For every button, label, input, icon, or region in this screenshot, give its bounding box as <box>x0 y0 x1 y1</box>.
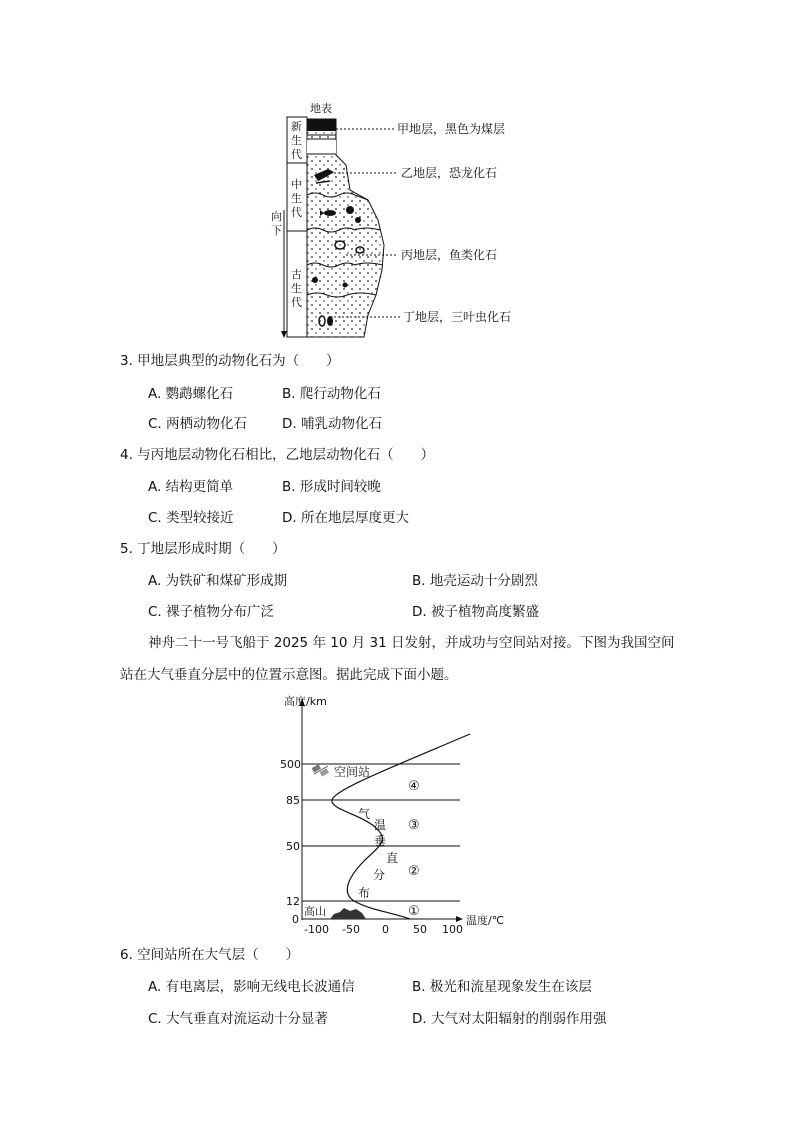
x-axis-label: 温度/℃ <box>466 914 505 927</box>
q5-option-b[interactable]: B. 地壳运动十分剧烈 <box>412 573 538 589</box>
q6-option-c[interactable]: C. 大气垂直对流运动十分显著 <box>148 1011 329 1027</box>
curve-label-fen: 分 <box>373 868 386 882</box>
q5-option-a[interactable]: A. 为铁矿和煤矿形成期 <box>148 573 288 589</box>
q6-option-b[interactable]: B. 极光和流星现象发生在该层 <box>412 979 592 995</box>
era-mesozoic: 中生代 <box>291 178 302 219</box>
q6-option-d[interactable]: D. 大气对太阳辐射的削弱作用强 <box>412 1011 607 1027</box>
q4-option-c[interactable]: C. 类型较接近 <box>148 510 234 526</box>
label-bing: 丙地层，鱼类化石 <box>401 248 498 262</box>
curve-label-chui: 垂 <box>374 834 387 848</box>
y-tick-85: 85 <box>286 794 300 807</box>
question-4-stem: 4. 与丙地层动物化石相比，乙地层动物化石（ ） <box>120 447 435 463</box>
y-tick-500: 500 <box>280 758 301 771</box>
atmosphere-figure <box>270 690 520 940</box>
q3-option-c[interactable]: C. 两栖动物化石 <box>148 416 248 432</box>
q6-option-a[interactable]: A. 有电离层，影响无线电长波通信 <box>148 979 355 995</box>
q5-option-c[interactable]: C. 裸子植物分布广泛 <box>148 604 275 620</box>
passage-line-1: 神舟二十一号飞船于 2025 年 10 月 31 日发射，并成功与空间站对接。下图为我国空间 <box>148 635 675 651</box>
surface-label: 地表 <box>310 102 332 115</box>
downward-label: 向下 <box>271 210 282 237</box>
passage-line-2: 站在大气垂直分层中的位置示意图。据此完成下面小题。 <box>120 667 458 683</box>
question-5-stem: 5. 丁地层形成时期（ ） <box>120 541 286 557</box>
x-tick-neg50: -50 <box>342 923 360 936</box>
label-jia: 甲地层，黑色为煤层 <box>397 122 506 136</box>
q5-option-d[interactable]: D. 被子植物高度繁盛 <box>412 604 539 620</box>
space-station-icon <box>312 764 329 776</box>
y-axis-label: 高度/km <box>284 695 327 708</box>
era-paleozoic: 古生代 <box>291 268 302 309</box>
q3-option-b[interactable]: B. 爬行动物化石 <box>282 386 381 402</box>
label-yi: 乙地层，恐龙化石 <box>401 166 498 180</box>
x-tick-neg100: -100 <box>304 923 329 936</box>
station-label: 空间站 <box>334 765 371 779</box>
layer-mark-1: ① <box>408 904 420 919</box>
y-tick-50: 50 <box>286 840 300 853</box>
q3-option-a[interactable]: A. 鹦鹉螺化石 <box>148 386 234 402</box>
q4-option-b[interactable]: B. 形成时间较晚 <box>282 479 381 495</box>
q4-option-a[interactable]: A. 结构更简单 <box>148 479 234 495</box>
curve-label-bu: 布 <box>358 886 371 900</box>
curve-label-qi: 气 <box>358 807 371 821</box>
label-ding: 丁地层，三叶虫化石 <box>403 310 512 324</box>
question-6-stem: 6. 空间站所在大气层（ ） <box>120 947 300 963</box>
layer-mark-3: ③ <box>408 818 420 833</box>
y-tick-0: 0 <box>292 913 299 926</box>
era-cenozoic: 新生代 <box>291 120 302 161</box>
layer-mark-2: ② <box>408 864 420 879</box>
question-3-stem: 3. 甲地层典型的动物化石为（ ） <box>120 353 340 369</box>
layer-mark-4: ④ <box>408 779 420 794</box>
q4-option-d[interactable]: D. 所在地层厚度更大 <box>282 510 409 526</box>
x-tick-50: 50 <box>413 923 427 936</box>
strata-figure <box>270 95 540 345</box>
mountain-label: 高山 <box>304 905 326 918</box>
x-tick-0: 0 <box>382 923 389 936</box>
temperature-curve <box>332 734 470 919</box>
x-tick-100: 100 <box>442 923 463 936</box>
mountain-shape <box>330 908 366 919</box>
curve-label-wen: 温 <box>374 818 387 832</box>
curve-label-zhi: 直 <box>386 851 399 865</box>
q3-option-d[interactable]: D. 哺乳动物化石 <box>282 416 382 432</box>
y-tick-12: 12 <box>286 895 300 908</box>
